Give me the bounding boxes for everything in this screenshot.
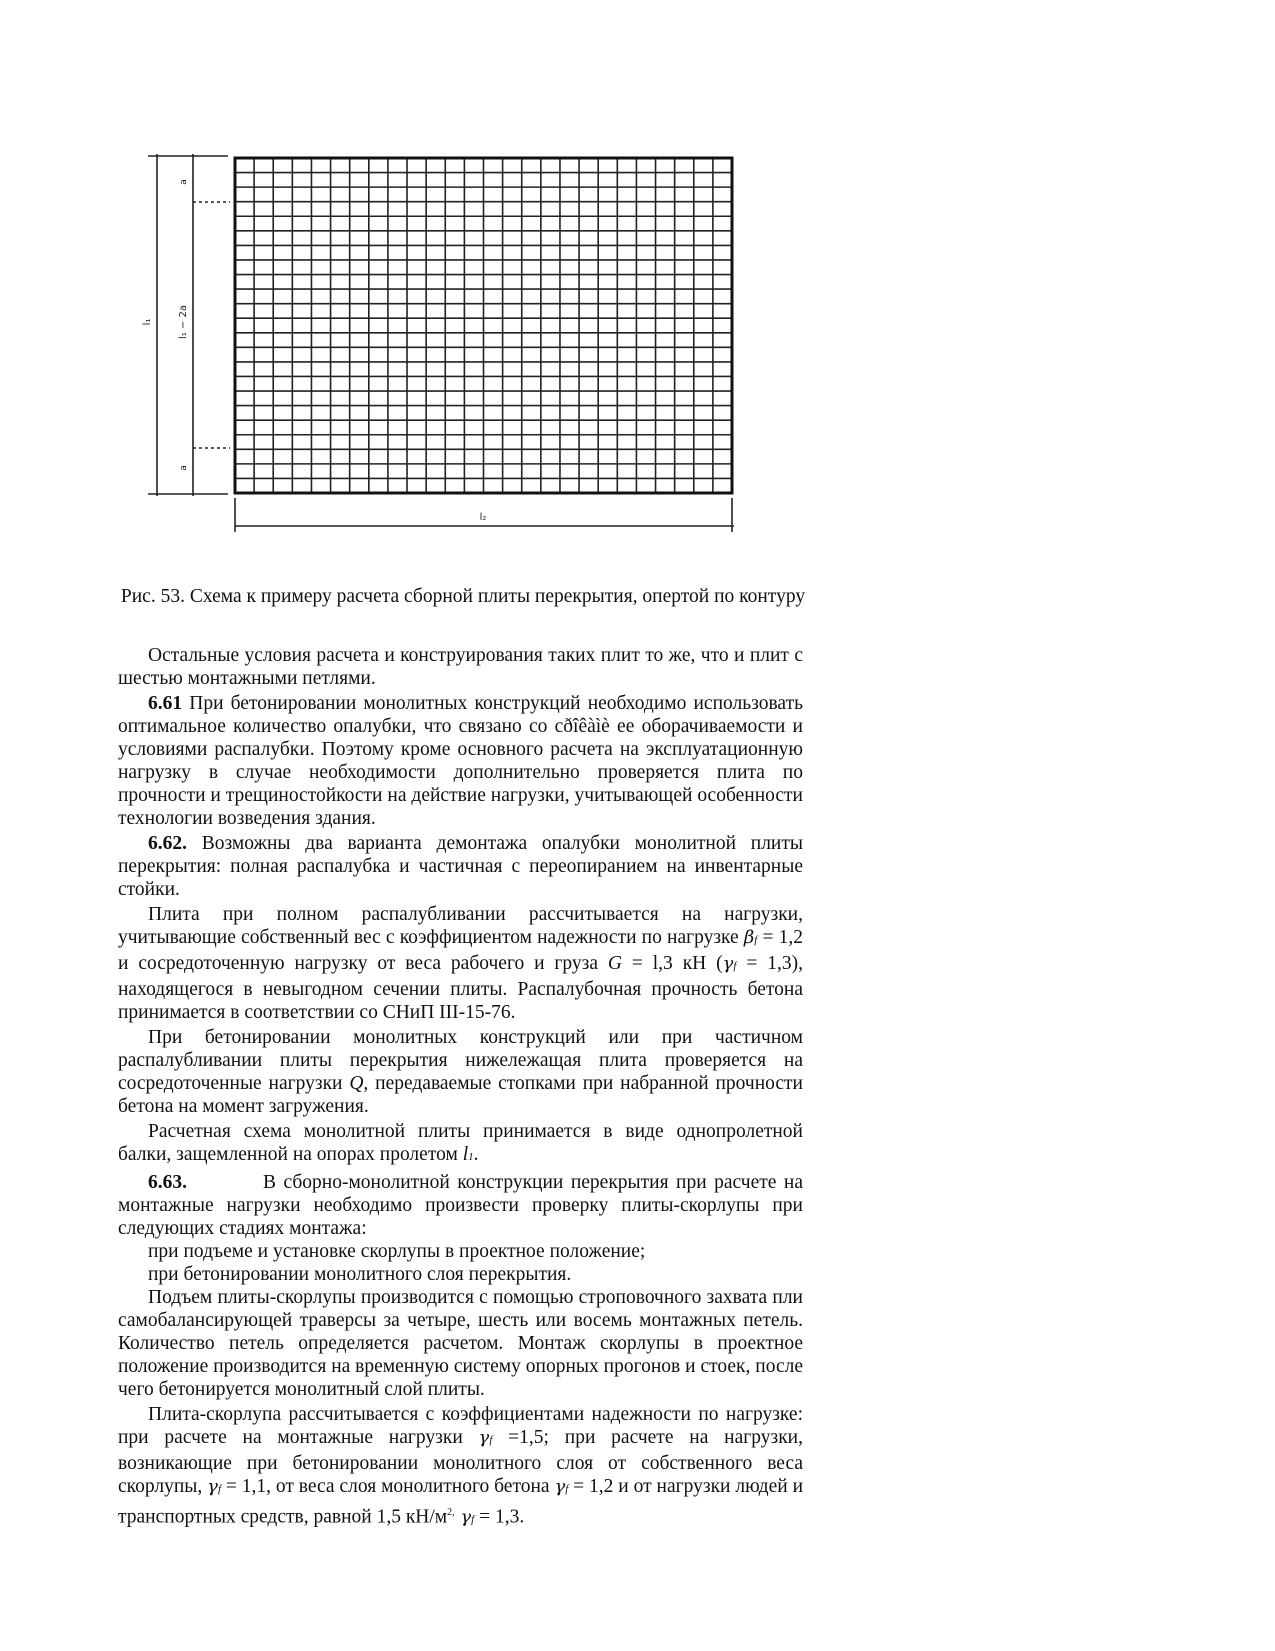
subscript: 1: [468, 1151, 474, 1163]
clause-text: При бетонировании монолитных конструкций необходимо использовать оптимальное количество опалубки, что связано со cðîêàìè ее оборачиваемости и условиями распалубки. Поэтому кроме основного расчета на эксплуатационную нагрузку в случае необходимости дополнительно проверяется плита по прочности и трещиностойкости на действие нагрузки, учитывающей особенности технологии возведения здания.: [118, 693, 803, 829]
text-run: = 1,2 и сосредоточенную нагрузку от веса рабочего и груза: [118, 927, 804, 974]
figure-caption: Рис. 53. Схема к примеру расчета сборной плиты перекрытия, опертой по контуру: [120, 586, 806, 607]
dim-label-a-top: a: [179, 179, 189, 185]
list-item: при подъеме и установке скорлупы в проектное положение;: [148, 1241, 646, 1262]
text-run: = 1,3.: [474, 1506, 525, 1528]
subscript: f: [471, 1513, 475, 1526]
paragraph: [118, 903, 803, 1024]
text-run: , передаваемые стопками при набранной прочности бетона на момент загружения.: [118, 1073, 803, 1117]
gamma-symbol: γ: [207, 1476, 218, 1497]
document-body: [118, 644, 803, 1532]
list-item: при бетонировании монолитного слоя перекрытия.: [148, 1264, 572, 1285]
variable-l: l: [462, 1144, 469, 1165]
beta-symbol: β: [743, 927, 755, 948]
text-run: = 1,2 и от нагрузки людей и транспортных средств, равной 1,5 кН/м: [118, 1476, 804, 1528]
clause-number: 6.63.: [148, 1172, 187, 1193]
dim-label-l2: l₂: [479, 512, 487, 523]
subscript: f: [489, 1434, 493, 1446]
clause-text: В сборно-монолитной конструкции перекрытия при расчете на монтажные нагрузки необходимо произвести проверку плиты-скорлупы при следующих стадиях монтажа:: [118, 1172, 803, 1239]
text-run: .: [473, 1144, 479, 1165]
text-run: =1,5; при расчете на нагрузки, возникающие при бетонировании монолитного слоя от собственного веса скорлупы,: [118, 1427, 803, 1497]
variable-Q: Q: [349, 1073, 364, 1094]
text-run: = 1,1, от веса слоя монолитного бетона: [221, 1476, 555, 1497]
dim-label-l1: l₁: [142, 318, 153, 326]
clause-6-61: [118, 692, 803, 830]
gamma-symbol: γ: [722, 953, 734, 974]
clause-6-63: [118, 1171, 803, 1240]
clause-number: 6.61: [148, 693, 183, 714]
subscript: f: [565, 1483, 569, 1495]
superscript: 2,: [447, 1507, 455, 1518]
subscript: f: [217, 1483, 221, 1495]
reinforcement-mesh: [235, 158, 732, 493]
paragraph: [118, 1026, 803, 1118]
text-run: = 1,3), находящегося в невыгодном сечении плиты. Распалубочная прочность бетона принимается в соответствии со СНиП III-15-76.: [118, 953, 803, 1023]
gamma-symbol: γ: [554, 1476, 566, 1497]
clause-text: Возможны два варианта демонтажа опалубки монолитной плиты перекрытия: полная распалубка и частичная с переопиранием на инвентарные стойки.: [118, 833, 803, 900]
paragraph: [118, 1403, 803, 1532]
text-run: Плита-скорлупа рассчитывается с коэффициентами надежности по нагрузке: при расчете на монтажные нагрузки: [118, 1404, 803, 1448]
text-run: Плита при полном распалубливании рассчитывается на нагрузки, учитывающие собственный вес с коэффициентом надежности по нагрузке: [118, 904, 803, 948]
subscript: f: [754, 934, 758, 946]
text-run: = l,3 кН (: [622, 953, 723, 974]
clause-number: 6.62.: [148, 833, 187, 854]
paragraph: [118, 1120, 803, 1169]
dim-label-l1-minus-2a: l₁ − 2a: [178, 304, 189, 340]
paragraph: Остальные условия расчета и конструирования таких плит то же, что и плит с шестью монтажными петлями.: [118, 645, 803, 689]
height-dimension: [148, 154, 230, 496]
slab-scheme-figure: [138, 150, 788, 570]
dim-label-a-bottom: a: [179, 465, 189, 471]
clause-6-62: [118, 832, 803, 901]
text-run: Расчетная схема монолитной плиты принимается в виде однопролетной балки, защемленной на опорах пролетом: [118, 1121, 803, 1165]
variable-G: G: [607, 953, 622, 974]
subscript: f: [733, 960, 737, 972]
paragraph: Подъем плиты-скорлупы производится с помощью строповочного захвата пли самобалансирующей траверсы за четыре, шесть или восемь монтажных петель. Количество петель определяется расчетом. Монтаж скорлупы в проектное положение производится на временную систему опорных прогонов и стоек, после чего бетонируется монолитный слой плиты.: [118, 1287, 803, 1400]
gamma-symbol: γ: [454, 1506, 472, 1528]
text-run: При бетонировании монолитных конструкций или при частичном распалубливании плиты перекрытия нижележащая плита проверяется на сосредоточенные нагрузки: [118, 1027, 803, 1094]
gamma-symbol: γ: [478, 1427, 490, 1448]
